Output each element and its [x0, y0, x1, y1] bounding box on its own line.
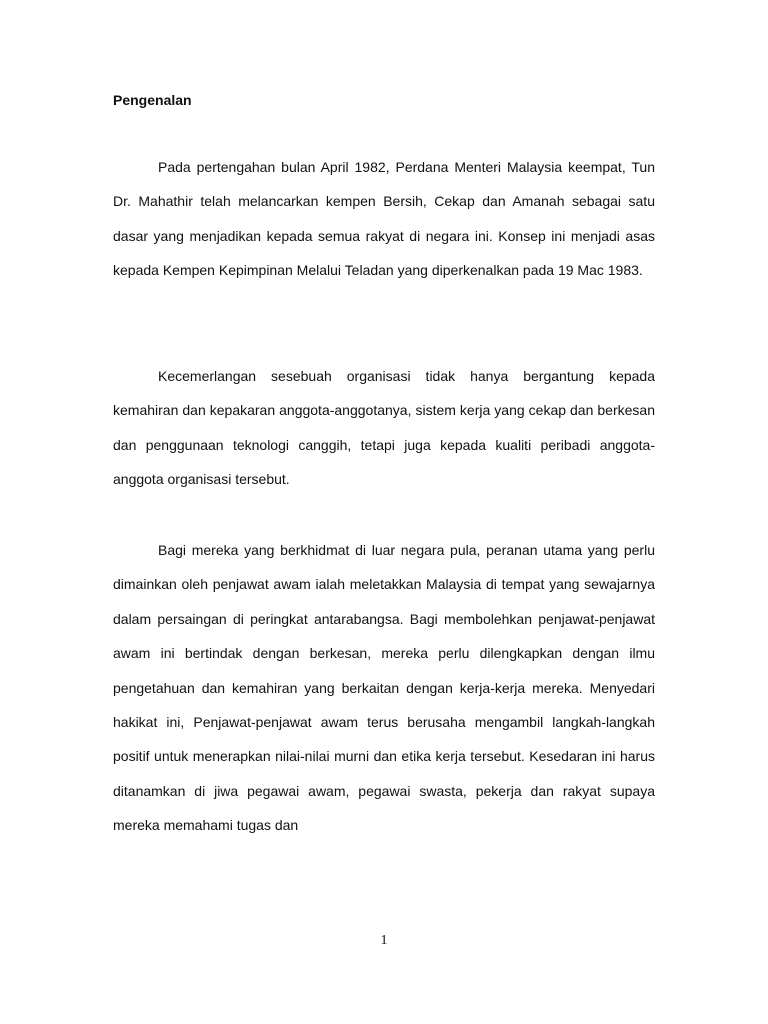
paragraph-2: Kecemerlangan sesebuah organisasi tidak hanya bergantung kepada kemahiran dan kepakaran anggota-anggotanya, sistem kerja yang cekap dan berkesan dan penggunaan teknologi canggih, tetapi juga kepada kualiti peribadi anggota-anggota organisasi tersebut.	[113, 368, 655, 488]
section-heading: Pengenalan	[113, 92, 192, 108]
paragraph-3: Bagi mereka yang berkhidmat di luar negara pula, peranan utama yang perlu dimainkan oleh penjawat awam ialah meletakkan Malaysia di tempat yang sewajarnya dalam persaingan di peringkat antarabangsa. Bagi membolehkan penjawat-penjawat awam ini bertindak dengan berkesan, mereka perlu dilengkapkan dengan ilmu pengetahuan dan kemahiran yang berkaitan dengan kerja-kerja mereka. Menyedari hakikat ini, Penjawat-penjawat awam terus berusaha mengambil langkah-langkah positif untuk menerapkan nilai-nilai murni dan etika kerja tersebut. Kesedaran ini harus ditanamkan di jiwa pegawai awam, pegawai swasta, pekerja dan rakyat supaya mereka memahami tugas dan	[113, 542, 655, 834]
page-number: 1	[380, 933, 388, 948]
paragraph-1: Pada pertengahan bulan April 1982, Perdana Menteri Malaysia keempat, Tun Dr. Mahathir telah melancarkan kempen Bersih, Cekap dan Amanah sebagai satu dasar yang menjadikan kepada semua rakyat di negara ini. Konsep ini menjadi asas kepada Kempen Kepimpinan Melalui Teladan yang diperkenalkan pada 19 Mac 1983.	[113, 159, 655, 279]
